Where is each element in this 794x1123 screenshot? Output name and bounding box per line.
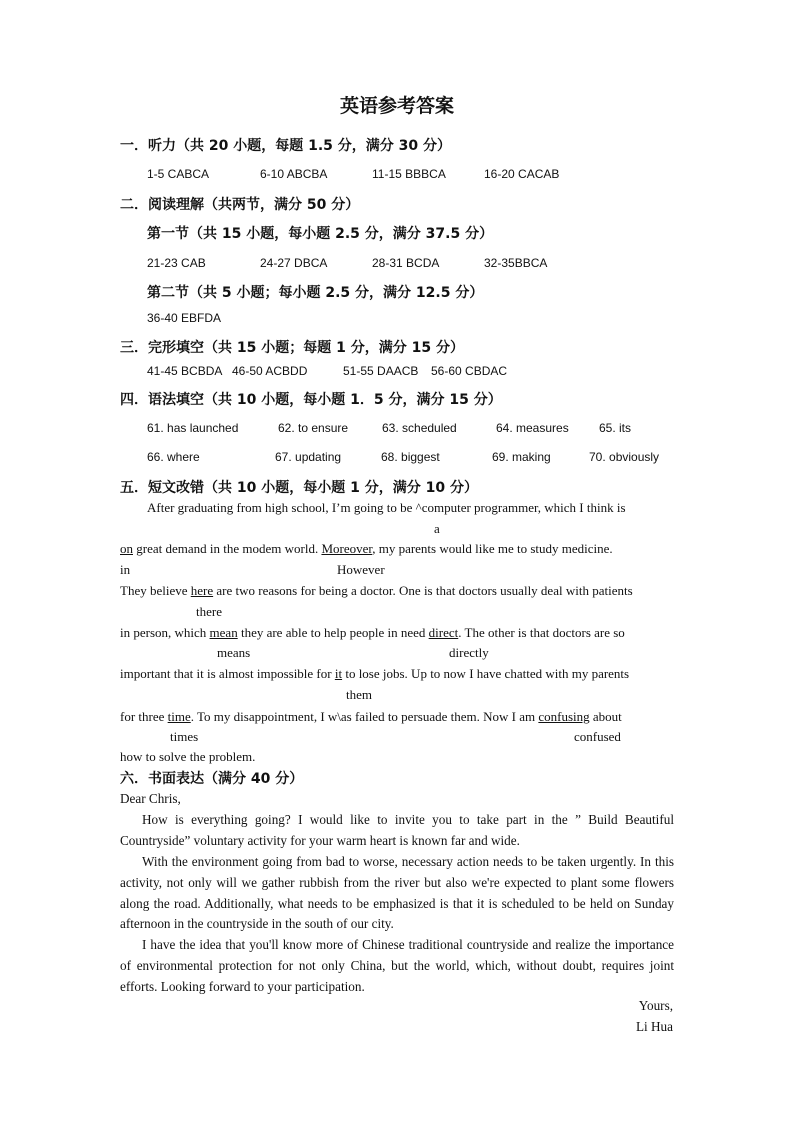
answer-item: 67. updating: [275, 450, 342, 464]
answer-item: 62. to ensure: [278, 421, 349, 435]
section-error-correction-heading: 五．短文改错（共 10 小题，每小题 1 分，满分 10 分）: [120, 480, 478, 496]
answer-item: 64. measures: [496, 421, 569, 435]
answer-group: 6-10 ABCBA: [260, 167, 328, 181]
answer-group: 41-45 BCBDA: [147, 364, 223, 378]
section-reading-heading: 二．阅读理解（共两节，满分 50 分）: [120, 197, 360, 213]
section-cloze-heading: 三．完形填空（共 15 小题；每题 1 分，满分 15 分）: [120, 340, 464, 356]
letter-paragraph: How is everything going? I would like to invite you to take part in the ” Build Beautiful Countryside” voluntary activity for your warm heart is known far and wide.: [120, 812, 674, 848]
error-word: on: [120, 541, 133, 556]
answer-item: 65. its: [599, 421, 632, 435]
answer-group: 46-50 ACBDD: [232, 364, 308, 378]
answer-group: 28-31 BCDA: [372, 256, 440, 270]
answer-item: 66. where: [147, 450, 200, 464]
section-grammar-heading: 四．语法填空（共 10 小题，每小题 1．5 分，满分 15 分）: [120, 392, 502, 408]
section-listening-heading: 一．听力（共 20 小题，每题 1.5 分，满分 30 分）: [120, 138, 452, 154]
letter-paragraph: I have the idea that you'll know more of Chinese traditional countryside and realize the importance of environmental protection for not only China, but the world, which, without doubt, requires joint efforts. Looking forward to your participation.: [120, 937, 674, 994]
letter-salutation: Dear Chris,: [120, 791, 181, 806]
answer-group: 36-40 EBFDA: [147, 311, 222, 325]
correction: them: [346, 687, 372, 702]
answer-group: 16-20 CACAB: [484, 167, 560, 181]
error-word: it: [334, 666, 343, 681]
answer-group: 11-15 BBBCA: [372, 167, 446, 181]
letter-paragraph: With the environment going from bad to worse, necessary action needs to be taken urgently. In this activity, not only will we gather rubbish from the river but also we're expected to plant some flowers along the road. Additionally, what needs to be emphasized is that it is scheduled to be held on Sunday afternoon in the countryside in the south of our city.: [120, 854, 674, 932]
error-word: here: [190, 583, 214, 598]
correction: in: [120, 562, 131, 577]
answer-group: 24-27 DBCA: [260, 256, 328, 270]
page-title: 英语参考答案: [339, 95, 454, 117]
answer-group: 51-55 DAACB: [343, 364, 419, 378]
correction: However: [337, 562, 385, 577]
correction: there: [196, 604, 222, 619]
section-writing-heading: 六．书面表达（满分 40 分）: [120, 771, 304, 787]
passage-line: on great demand in the modem world. Moreover, my parents would like me to study medicine.: [120, 541, 613, 556]
answer-group: 32-35BBCA: [484, 256, 548, 270]
error-word: confusing: [538, 709, 590, 724]
error-word: Moreover: [321, 541, 373, 556]
answer-item: 63. scheduled: [382, 421, 457, 435]
correction: times: [170, 729, 199, 744]
letter-signature: Li Hua: [636, 1019, 673, 1034]
answer-group: 1-5 CABCA: [147, 167, 210, 181]
error-word: direct: [428, 625, 459, 640]
letter-closing: Yours,: [638, 998, 673, 1013]
correction: confused: [574, 729, 621, 744]
correction: a: [434, 521, 440, 536]
passage-line: for three time. To my disappointment, I w\as failed to persuade them. Now I am confusing about: [120, 709, 622, 724]
error-word: time: [167, 709, 191, 724]
answer-group: 21-23 CAB: [147, 256, 206, 270]
passage-line: They believe here are two reasons for being a doctor. One is that doctors usually deal with patients: [120, 583, 633, 598]
reading-part2-heading: 第二节（共 5 小题；每小题 2.5 分，满分 12.5 分）: [147, 285, 484, 301]
error-word: mean: [209, 625, 238, 640]
answer-item: 61. has launched: [147, 421, 239, 435]
passage-line: how to solve the problem.: [120, 749, 256, 764]
passage-line: After graduating from high school, I’m going to be ^computer programmer, which I think is: [147, 500, 626, 515]
answer-item: 70. obviously: [589, 450, 660, 464]
correction: directly: [449, 645, 489, 660]
answer-group: 56-60 CBDAC: [431, 364, 508, 378]
passage-line: in person, which mean they are able to help people in need direct. The other is that doctors are so: [120, 625, 625, 640]
reading-part1-heading: 第一节（共 15 小题，每小题 2.5 分，满分 37.5 分）: [147, 226, 494, 242]
passage-line: important that it is almost impossible for it to lose jobs. Up to now I have chatted with my parents: [120, 666, 630, 681]
correction: means: [217, 645, 251, 660]
answer-item: 68. biggest: [381, 450, 440, 464]
answer-item: 69. making: [492, 450, 551, 464]
